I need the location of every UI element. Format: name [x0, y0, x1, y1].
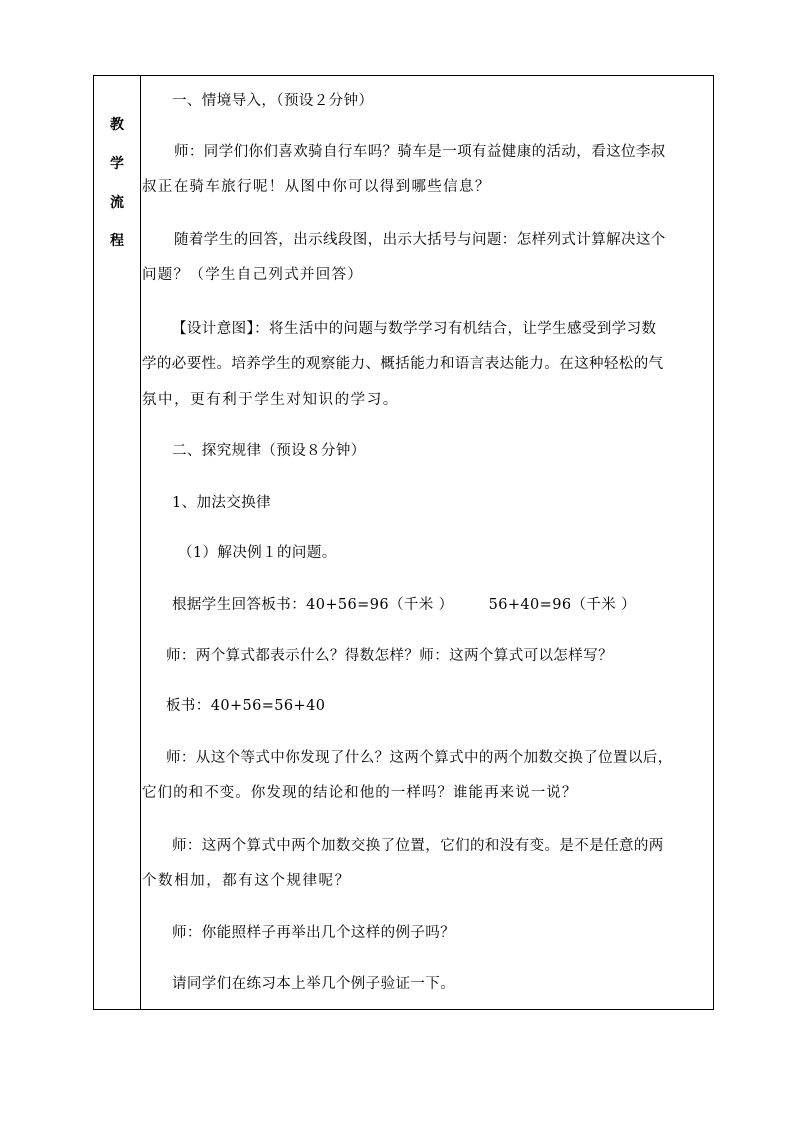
lesson-table	[93, 75, 714, 1010]
paragraph-line: 师：这两个算式中两个加数交换了位置，它们的和没有变。是不是任意的两	[172, 838, 664, 854]
subsection-heading: 1、加法交换律	[172, 495, 272, 511]
paragraph-line: 学的必要性。培养学生的观察能力、概括能力和语言表达能力。在这种轻松的气	[142, 356, 664, 372]
paragraph-line: 师：你能照样子再举出几个这样的例子吗？	[172, 925, 456, 941]
paragraph-line: 根据学生回答板书：40+56=96（千米 ） 56+40=96（千米 ）	[172, 597, 637, 613]
column-divider	[140, 76, 141, 1009]
section-label-char: 教	[110, 117, 124, 133]
section-label-char: 程	[110, 233, 124, 249]
paragraph-line: 叔正在骑车旅行呢！从图中你可以得到哪些信息？	[142, 179, 491, 195]
section-heading: 二、探究规律（预设８分钟）	[172, 443, 366, 459]
paragraph-line: 板书：40+56=56+40	[166, 698, 326, 714]
paragraph-line: 【设计意图】：将生活中的问题与数学学习有机结合，让学生感受到学习数	[172, 321, 657, 337]
section-heading: 一、情境导入，（预设２分钟）	[172, 93, 374, 109]
paragraph-line: 师：从这个等式中你发现了什么？这两个算式中的两个加数交换了位置以后，	[166, 750, 673, 766]
paragraph-line: 它们的和不变。你发现的结论和他的一样吗？谁能再来说一说？	[142, 785, 578, 801]
paragraph-line: 问题？（学生自己列式并回答）	[142, 267, 364, 283]
paragraph-line: 个数相加，都有这个规律呢？	[142, 873, 351, 889]
paragraph-line: 请同学们在练习本上举几个例子验证一下。	[172, 976, 456, 992]
paragraph-line: 师：同学们你们喜欢骑自行车吗？骑车是一项有益健康的活动，看这位李叔	[174, 144, 666, 160]
paragraph-line: （1）解决例１的问题。	[178, 545, 337, 561]
paragraph-line: 师：两个算式都表示什么？得数怎样？师：这两个算式可以怎样写？	[166, 648, 613, 664]
paragraph-line: 氛中，更有利于学生对知识的学习。	[142, 392, 399, 408]
section-label-char: 流	[110, 195, 124, 211]
section-label-char: 学	[110, 156, 124, 172]
paragraph-line: 随着学生的回答，出示线段图，出示大括号与问题：怎样列式计算解决这个	[174, 232, 666, 248]
